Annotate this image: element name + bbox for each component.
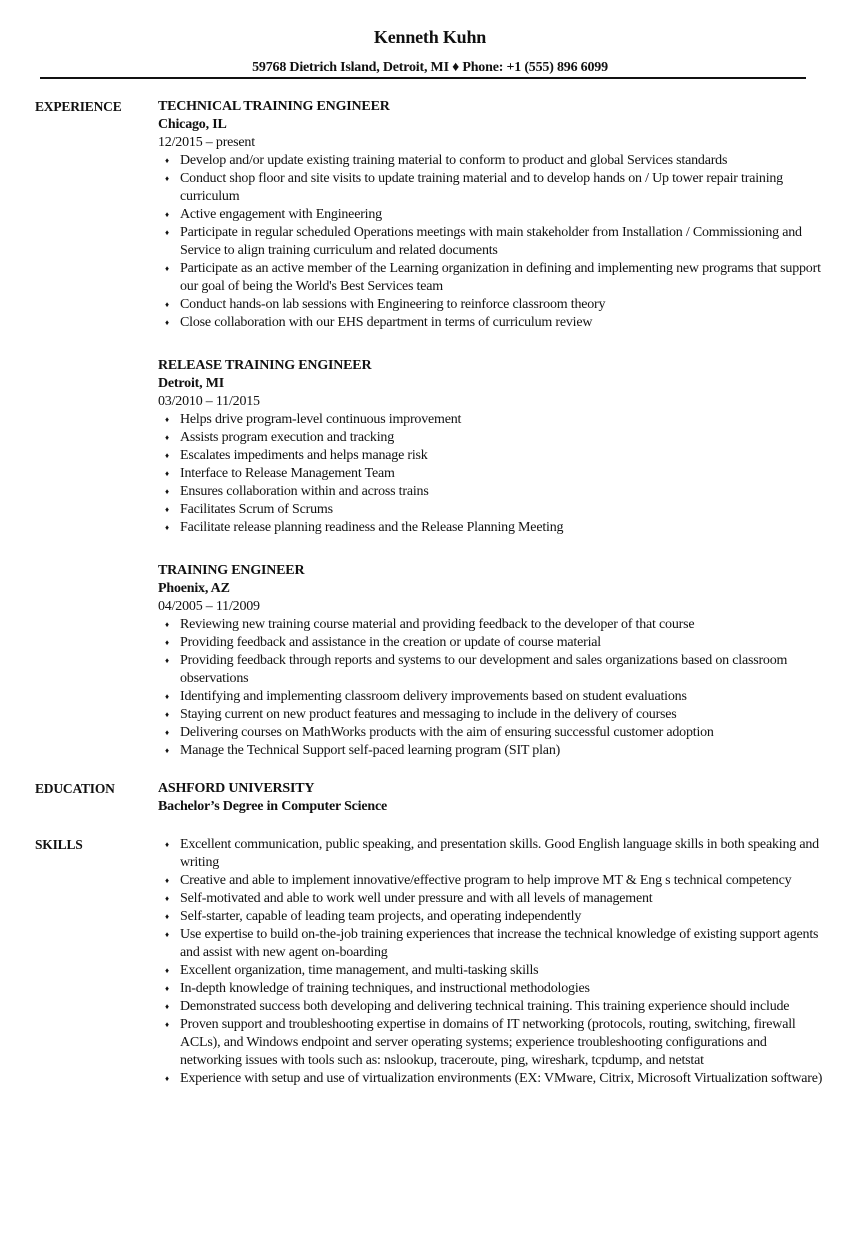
- bullet-item: ♦ Participate in regular scheduled Operations meetings with main stakeholder from Installation / Commissioning and Service to align training curriculum and related documents: [158, 224, 828, 260]
- bullet-item: ♦ Active engagement with Engineering: [158, 206, 828, 224]
- job-title: TRAINING ENGINEER: [158, 563, 305, 578]
- bullet-item: ♦ Close collaboration with our EHS department in terms of curriculum review: [158, 314, 828, 332]
- bullet-item: ♦ Manage the Technical Support self-paced learning program (SIT plan): [158, 742, 828, 760]
- bullet-item: ♦ Identifying and implementing classroom delivery improvements based on student evaluations: [158, 688, 828, 706]
- job-entry: [158, 98, 828, 332]
- job-dates: 04/2005 – 11/2009: [158, 599, 260, 614]
- skill-item: ♦ Self-motivated and able to work well under pressure and with all levels of management: [158, 890, 828, 908]
- job-title: TECHNICAL TRAINING ENGINEER: [158, 99, 390, 114]
- bullet-item: ♦ Reviewing new training course material and providing feedback to the developer of that course: [158, 616, 828, 634]
- bullet-item: ♦ Ensures collaboration within and across trains: [158, 483, 828, 501]
- job-title: RELEASE TRAINING ENGINEER: [158, 358, 372, 373]
- bullet-item: ♦ Facilitates Scrum of Scrums: [158, 501, 828, 519]
- skill-item: ♦ Use expertise to build on-the-job training experiences that increase the technical knowledge of existing support agents and assist with new agent on-boarding: [158, 926, 828, 962]
- skill-item: ♦ In-depth knowledge of training techniques, and instructional methodologies: [158, 980, 828, 998]
- section-label: SKILLS: [35, 837, 83, 852]
- candidate-name: Kenneth Kuhn: [373, 27, 487, 47]
- bullet-item: ♦ Providing feedback through reports and systems to our development and sales organizations based on classroom observations: [158, 652, 828, 688]
- job-entry: [158, 562, 828, 760]
- school-name: ASHFORD UNIVERSITY: [158, 781, 315, 796]
- job-dates: 03/2010 – 11/2015: [158, 394, 260, 409]
- job-bullets: [158, 616, 828, 760]
- skill-item: ♦ Excellent organization, time management, and multi-tasking skills: [158, 962, 828, 980]
- job-location: Chicago, IL: [158, 117, 227, 132]
- header-divider: [40, 77, 806, 79]
- skill-item: ♦ Excellent communication, public speaking, and presentation skills. Good English language skills in both speaking and writing: [158, 836, 828, 872]
- job-bullets: [158, 152, 828, 332]
- skill-item: ♦ Creative and able to implement innovative/effective program to help improve MT & Eng s technical competency: [158, 872, 828, 890]
- bullet-item: ♦ Staying current on new product features and messaging to include in the delivery of courses: [158, 706, 828, 724]
- job-bullets: [158, 411, 828, 537]
- job-location: Detroit, MI: [158, 376, 224, 391]
- bullet-item: ♦ Delivering courses on MathWorks products with the aim of ensuring successful customer adoption: [158, 724, 828, 742]
- bullet-item: ♦ Helps drive program-level continuous improvement: [158, 411, 828, 429]
- bullet-item: ♦ Escalates impediments and helps manage risk: [158, 447, 828, 465]
- section-label: EXPERIENCE: [35, 99, 122, 114]
- education-section: [35, 780, 835, 816]
- job-entry: [158, 357, 828, 537]
- skill-item: ♦ Self-starter, capable of leading team projects, and operating independently: [158, 908, 828, 926]
- experience-section: [35, 98, 835, 785]
- skill-item: ♦ Proven support and troubleshooting expertise in domains of IT networking (protocols, routing, switching, firewall ACLs), and Windows endpoint and server operating systems; experience troubleshooting configurations and networking issues with tools such as: nslookup, traceroute, ping, wireshark, tcpdump, and netstat: [158, 1016, 828, 1070]
- skills-section: [35, 836, 835, 1088]
- job-location: Phoenix, AZ: [158, 581, 230, 596]
- skills-list: [158, 836, 828, 1088]
- bullet-item: ♦ Develop and/or update existing training material to conform to product and global Services standards: [158, 152, 828, 170]
- skill-item: ♦ Demonstrated success both developing and delivering technical training. This training experience should include: [158, 998, 828, 1016]
- degree: Bachelor’s Degree in Computer Science: [158, 799, 387, 814]
- bullet-item: ♦ Interface to Release Management Team: [158, 465, 828, 483]
- bullet-item: ♦ Assists program execution and tracking: [158, 429, 828, 447]
- bullet-item: ♦ Facilitate release planning readiness and the Release Planning Meeting: [158, 519, 828, 537]
- job-dates: 12/2015 – present: [158, 135, 255, 150]
- section-label: EDUCATION: [35, 781, 115, 796]
- bullet-item: ♦ Providing feedback and assistance in the creation or update of course material: [158, 634, 828, 652]
- bullet-item: ♦ Conduct shop floor and site visits to update training material and to develop hands on / Up tower repair training curriculum: [158, 170, 828, 206]
- bullet-item: ♦ Participate as an active member of the Learning organization in defining and implementing new programs that support our goal of being the World's Best Services team: [158, 260, 828, 296]
- contact-line: 59768 Dietrich Island, Detroit, MI ♦ Phone: +1 (555) 896 6099: [252, 60, 608, 75]
- skill-item: ♦ Experience with setup and use of virtualization environments (EX: VMware, Citrix, Microsoft Virtualization software): [158, 1070, 828, 1088]
- bullet-item: ♦ Conduct hands-on lab sessions with Engineering to reinforce classroom theory: [158, 296, 828, 314]
